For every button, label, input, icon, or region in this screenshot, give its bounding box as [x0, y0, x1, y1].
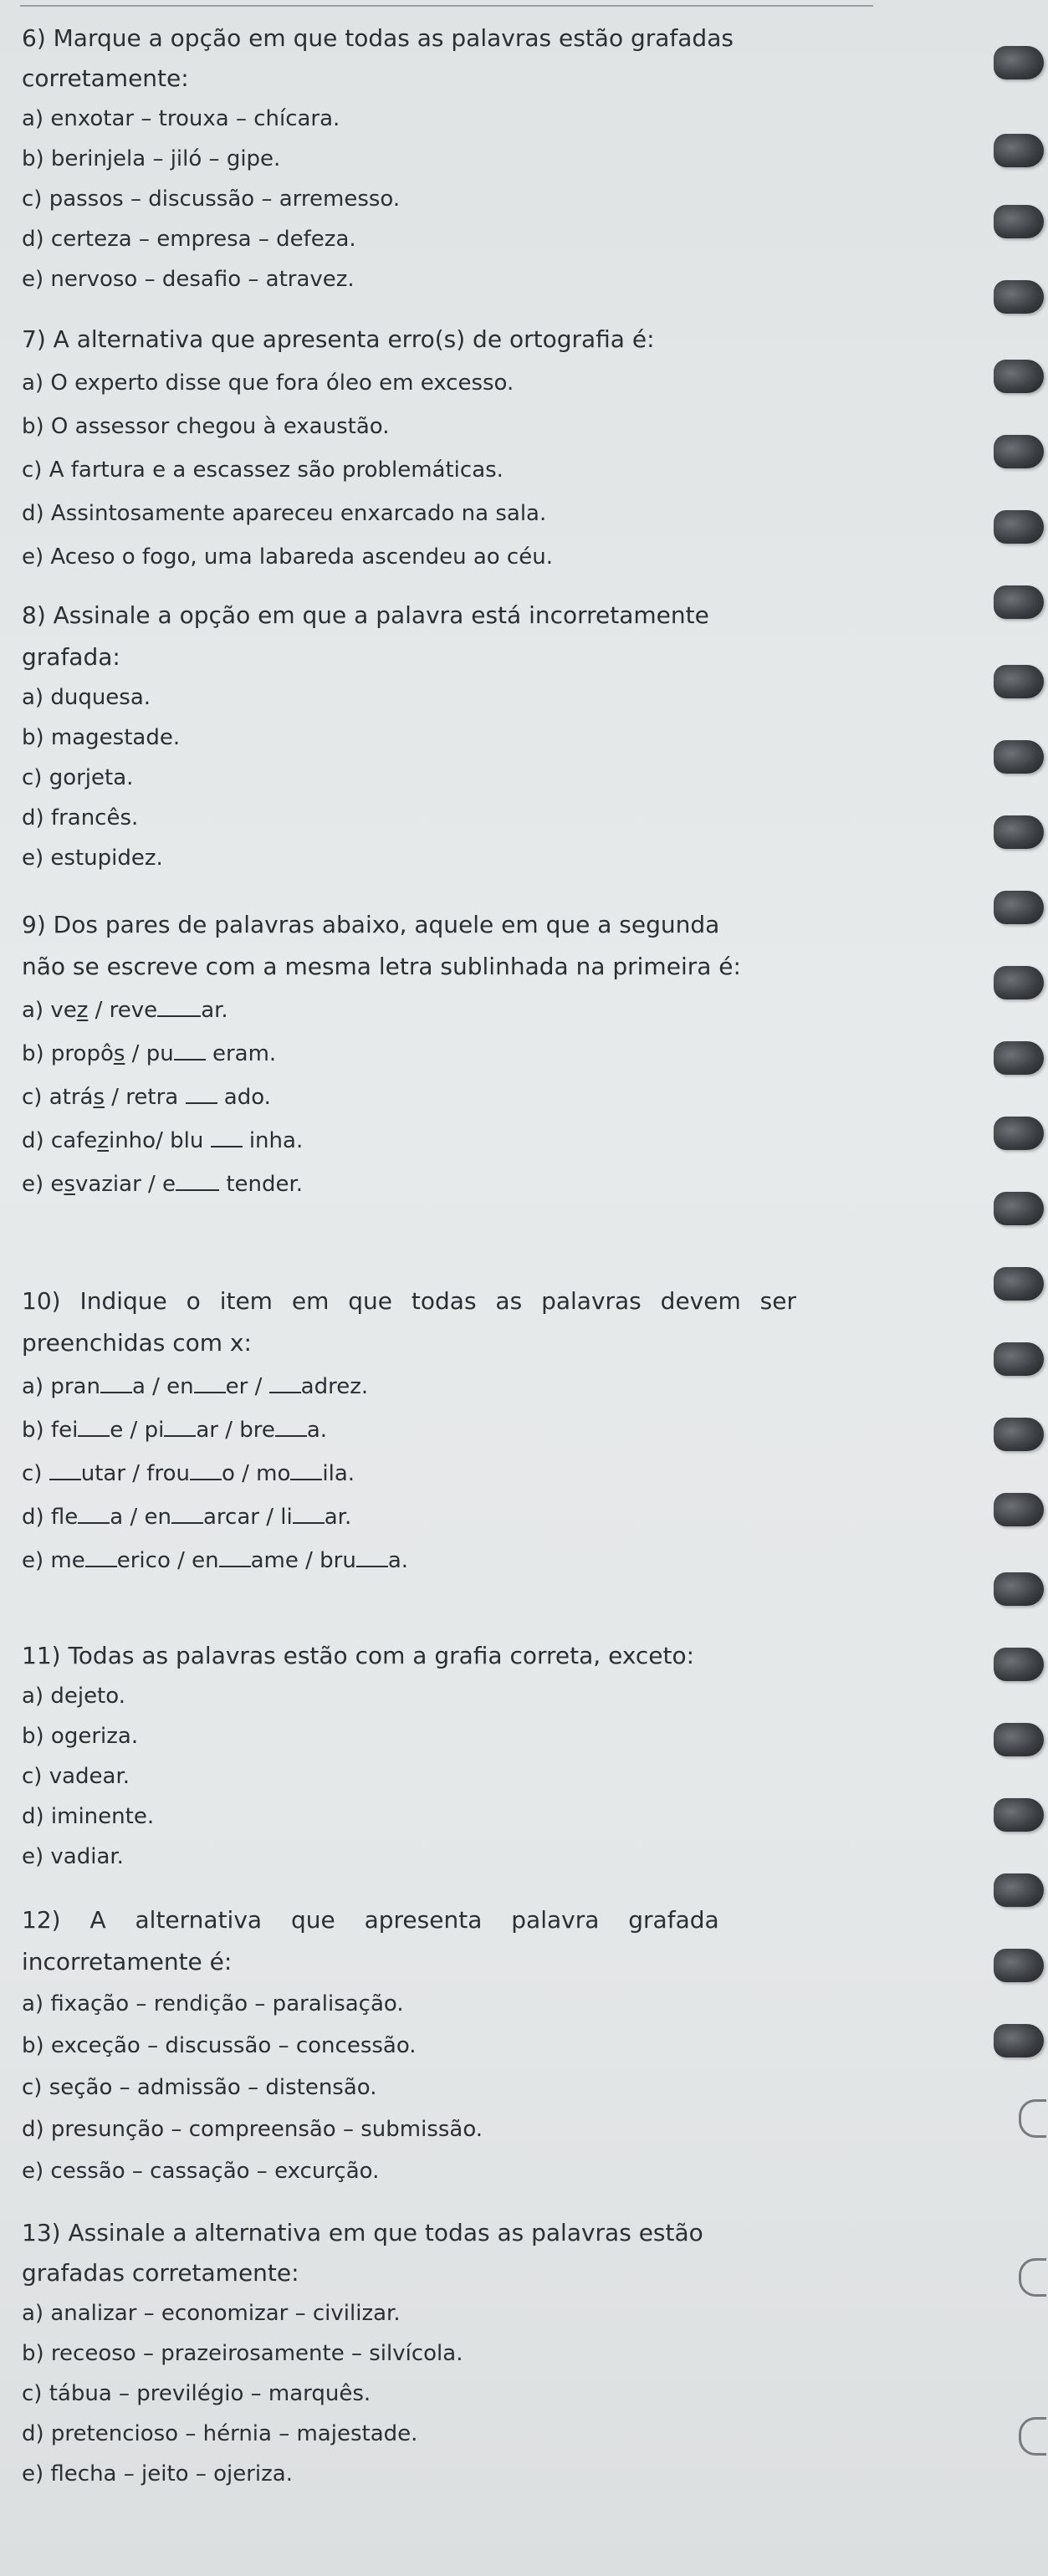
fill-blank[interactable]: [174, 1040, 206, 1061]
option-b[interactable]: b) exceção – discussão – concessão.: [22, 2033, 417, 2058]
binder-ring-icon: [994, 585, 1044, 619]
option-e[interactable]: e) vadiar.: [22, 1844, 124, 1869]
binder-ring-icon: [994, 1949, 1044, 1982]
question-13-heading-1: 13) Assinale a alternativa em que todas as palavras estão: [22, 2219, 703, 2246]
option-c[interactable]: c) tábua – previlégio – marquês.: [22, 2381, 371, 2406]
binder-ring-icon: [994, 1267, 1044, 1301]
binder-ring-icon: [994, 891, 1044, 924]
question-8-heading-2: grafada:: [22, 643, 120, 671]
spiral-binding: [987, 0, 1048, 2576]
fill-blank[interactable]: [190, 1460, 222, 1480]
binder-ring-icon: [994, 1117, 1044, 1150]
option-b[interactable]: b) receoso – prazeirosamente – silvícola.: [22, 2341, 463, 2366]
binder-ring-icon: [994, 1418, 1044, 1451]
option-c[interactable]: c) gorjeta.: [22, 765, 134, 790]
option-a[interactable]: a) pran a / en er / adrez.: [22, 1374, 369, 1399]
binder-ring-icon: [994, 2024, 1044, 2057]
fill-blank[interactable]: [269, 1373, 301, 1393]
option-e[interactable]: e) Aceso o fogo, uma labareda ascendeu ao céu.: [22, 544, 553, 570]
option-b[interactable]: b) magestade.: [22, 725, 181, 750]
option-d[interactable]: d) certeza – empresa – defeza.: [22, 227, 356, 252]
fill-blank[interactable]: [186, 1084, 217, 1104]
binder-ring-icon: [994, 360, 1044, 393]
question-10-heading-2: preenchidas com x:: [22, 1329, 252, 1357]
binder-ring-icon: [994, 134, 1044, 167]
option-e[interactable]: e) estupidez.: [22, 846, 163, 871]
option-a[interactable]: a) duquesa.: [22, 685, 151, 710]
option-d[interactable]: d) Assintosamente apareceu enxarcado na sala.: [22, 501, 547, 526]
option-c[interactable]: c) vadear.: [22, 1764, 130, 1789]
top-edge-line: [20, 5, 873, 7]
binder-ring-icon: [1019, 2258, 1046, 2297]
option-d[interactable]: d) francês.: [22, 805, 139, 831]
binder-ring-icon: [994, 815, 1044, 849]
fill-blank[interactable]: [356, 1547, 388, 1567]
option-b[interactable]: b) fei e / pi ar / bre a.: [22, 1418, 328, 1443]
option-e[interactable]: e) me erico / en ame / bru a.: [22, 1548, 409, 1573]
question-8-heading-1: 8) Assinale a opção em que a palavra está incorretamente: [22, 601, 709, 629]
option-a[interactable]: a) dejeto.: [22, 1684, 125, 1709]
option-d[interactable]: d) pretencioso – hérnia – majestade.: [22, 2421, 418, 2446]
binder-ring-icon: [994, 435, 1044, 468]
option-b[interactable]: b) ogeriza.: [22, 1724, 139, 1749]
option-a[interactable]: a) analizar – economizar – civilizar.: [22, 2301, 401, 2326]
underlined-letter: z: [76, 998, 89, 1023]
binder-ring-icon: [994, 1493, 1044, 1526]
binder-ring-icon: [994, 205, 1044, 238]
fill-blank[interactable]: [290, 1460, 322, 1480]
fill-blank[interactable]: [194, 1373, 226, 1393]
binder-ring-icon: [994, 1873, 1044, 1907]
option-d[interactable]: d) fle a / en arcar / li ar.: [22, 1505, 352, 1530]
binder-ring-icon: [994, 46, 1044, 79]
binder-ring-icon: [1019, 2417, 1046, 2456]
option-c[interactable]: c) atrás / retra ado.: [22, 1085, 271, 1110]
fill-blank[interactable]: [164, 1417, 196, 1437]
binder-ring-icon: [994, 966, 1044, 999]
question-6-heading-1: 6) Marque a opção em que todas as palavras estão grafadas: [22, 24, 734, 52]
fill-blank[interactable]: [78, 1417, 110, 1437]
fill-blank[interactable]: [171, 1504, 203, 1524]
binder-ring-icon: [994, 1648, 1044, 1681]
fill-blank[interactable]: [85, 1547, 117, 1567]
option-e[interactable]: e) flecha – jeito – ojeriza.: [22, 2461, 293, 2487]
binder-ring-icon: [994, 740, 1044, 774]
fill-blank[interactable]: [157, 997, 201, 1017]
fill-blank[interactable]: [211, 1127, 243, 1147]
option-a[interactable]: a) enxotar – trouxa – chícara.: [22, 106, 340, 131]
option-a[interactable]: a) vez / reve ar.: [22, 998, 228, 1023]
question-7-heading: 7) A alternativa que apresenta erro(s) de ortografia é:: [22, 325, 655, 353]
question-12-heading-2: incorretamente é:: [22, 1948, 233, 1975]
binder-ring-icon: [994, 280, 1044, 314]
binder-ring-icon: [994, 1192, 1044, 1225]
binder-ring-icon: [994, 1572, 1044, 1606]
question-9-heading-2: não se escreve com a mesma letra sublinhada na primeira é:: [22, 953, 741, 980]
option-c[interactable]: c) seção – admissão – distensão.: [22, 2075, 377, 2100]
option-c[interactable]: c) utar / frou o / mo ila.: [22, 1461, 355, 1486]
option-d[interactable]: d) cafezinho/ blu inha.: [22, 1128, 304, 1153]
underlined-letter: s: [93, 1085, 105, 1110]
option-b[interactable]: b) O assessor chegou à exaustão.: [22, 414, 390, 439]
underlined-letter: z: [97, 1128, 109, 1153]
fill-blank[interactable]: [219, 1547, 251, 1567]
underlined-letter: s: [113, 1041, 125, 1066]
question-10-heading-1: 10) Indique o item em que todas as palavras devem ser: [22, 1287, 796, 1315]
option-a[interactable]: a) fixação – rendição – paralisação.: [22, 1991, 404, 2016]
fill-blank[interactable]: [100, 1373, 132, 1393]
option-c[interactable]: c) A fartura e a escassez são problemáticas.: [22, 457, 504, 483]
question-12-heading-1: 12) A alternativa que apresenta palavra grafada: [22, 1906, 719, 1934]
option-b[interactable]: b) propôs / pu eram.: [22, 1041, 277, 1066]
option-e[interactable]: e) nervoso – desafio – atravez.: [22, 267, 355, 292]
fill-blank[interactable]: [293, 1504, 325, 1524]
binder-ring-icon: [994, 665, 1044, 698]
question-11-heading: 11) Todas as palavras estão com a grafia correta, exceto:: [22, 1642, 695, 1669]
binder-ring-icon: [994, 510, 1044, 544]
fill-blank[interactable]: [176, 1171, 219, 1191]
option-e[interactable]: e) esvaziar / e tender.: [22, 1172, 304, 1197]
option-e[interactable]: e) cessão – cassação – excurção.: [22, 2159, 380, 2184]
question-6-heading-2: corretamente:: [22, 64, 189, 92]
option-d[interactable]: d) presunção – compreensão – submissão.: [22, 2117, 483, 2142]
underlined-letter: s: [64, 1172, 75, 1197]
option-d[interactable]: d) iminente.: [22, 1804, 155, 1829]
fill-blank[interactable]: [78, 1504, 110, 1524]
binder-ring-icon: [994, 1798, 1044, 1832]
option-c[interactable]: c) passos – discussão – arremesso.: [22, 187, 401, 212]
binder-ring-icon: [1019, 2099, 1046, 2138]
binder-ring-icon: [994, 1041, 1044, 1075]
fill-blank[interactable]: [275, 1417, 307, 1437]
question-9-heading-1: 9) Dos pares de palavras abaixo, aquele em que a segunda: [22, 911, 720, 938]
question-13-heading-2: grafadas corretamente:: [22, 2259, 299, 2287]
fill-blank[interactable]: [49, 1460, 81, 1480]
binder-ring-icon: [994, 1342, 1044, 1376]
binder-ring-icon: [994, 1723, 1044, 1756]
option-b[interactable]: b) berinjela – jiló – gipe.: [22, 146, 281, 171]
option-a[interactable]: a) O experto disse que fora óleo em excesso.: [22, 371, 514, 396]
